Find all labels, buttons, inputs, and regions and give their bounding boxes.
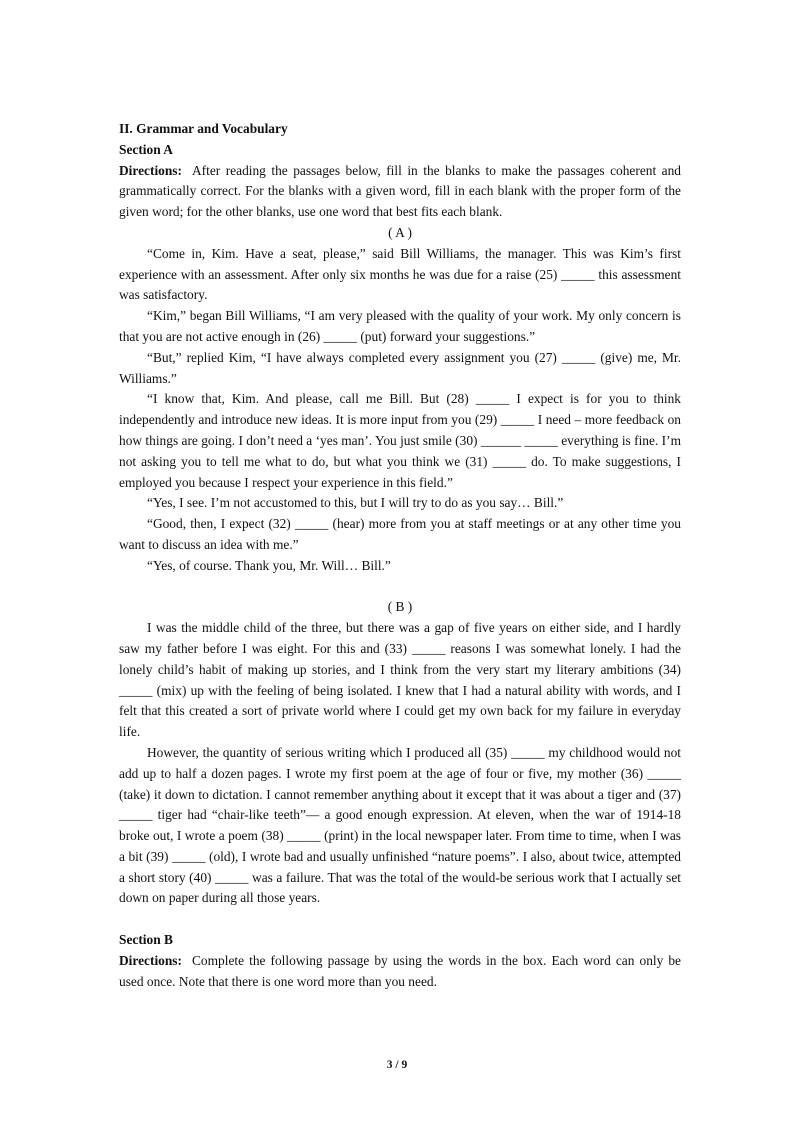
spacer — [119, 577, 681, 598]
directions-label: Directions: — [119, 162, 182, 178]
directions-label: Directions: — [119, 952, 182, 968]
document-page — [119, 119, 681, 992]
passage-b-label: ( B ) — [387, 599, 413, 615]
section-title: II. Grammar and Vocabulary — [119, 121, 288, 136]
section-a-label: Section A — [119, 141, 173, 157]
passage-a-paragraph: “Kim,” began Bill Williams, “I am very pleased with the quality of your work. My only concern is that you are not active enough in (26) _____ (put) forward your suggestions.” — [119, 308, 681, 344]
spacer — [119, 909, 681, 930]
passage-a-label: ( A ) — [388, 224, 412, 240]
passage-a-paragraph: “But,” replied Kim, “I have always completed every assignment you (27) _____ (give) me, Mr. Williams.” — [119, 349, 681, 386]
section-a-directions — [119, 161, 681, 223]
directions-text: After reading the passages below, fill in the blanks to make the passages coherent and grammatically correct. For the blanks with a given word, fill in each blank with the proper form of the given word; for the other blanks, use one word that best fits each blank. — [119, 162, 681, 220]
section-b-directions — [119, 951, 681, 993]
passage-b-paragraph: I was the middle child of the three, but there was a gap of five years on either side, and I hardly saw my father before I was eight. For this and (33) _____ reasons I was somewhat lonely. I had the lonely child’s habit of making up stories, and I think from the very start my literary ambitions (34) _____ (mix) up with the feeling of being isolated. I knew that I had a natural ability with words, and I felt that this created a sort of private world where I could get my own back for my failure in everyday life. — [119, 620, 681, 740]
passage-a-paragraph: “Yes, of course. Thank you, Mr. Will… Bill.” — [147, 557, 391, 573]
passage-a-paragraph: “Yes, I see. I’m not accustomed to this, but I will try to do as you say… Bill.” — [147, 495, 564, 511]
passage-a-paragraph: “Come in, Kim. Have a seat, please,” said Bill Williams, the manager. This was Kim’s first experience with an assessment. After only six months he was due for a raise (25) _____ this assessment was satisfactory. — [119, 245, 681, 303]
passage-b-paragraph: However, the quantity of serious writing which I produced all (35) _____ my childhood would not add up to half a dozen pages. I wrote my first poem at the age of four or five, my mother (36) _____ (take) it down to dictation. I cannot remember anything about it except that it was about a tiger and (37) _____ tiger had “chair-like teeth”— a good enough expression. At eleven, when the war of 1914-18 broke out, I wrote a poem (38) _____ (print) in the local newspaper later. From time to time, when I was a bit (39) _____ (old), I wrote bad and usually unfinished “nature poems”. I also, about twice, attempted a short story (40) _____ was a failure. That was the total of the would-be serious work that I actually set down on paper during all those years. — [119, 744, 681, 906]
page-number: 3 / 9 — [386, 1059, 408, 1071]
passage-a-paragraph: “I know that, Kim. And please, call me Bill. But (28) _____ I expect is for you to think independently and introduce new ideas. It is more input from you (29) _____ I need – more feedback on how things are going. I don’t need a ‘yes man’. You just smile (30) ______ _____ everything is fine. I’m not asking you to tell me what to do, but what you think we (31) _____ do. To make suggestions, I employed you because I respect your experience in this field.” — [119, 391, 681, 490]
passage-a-paragraph: “Good, then, I expect (32) _____ (hear) more from you at staff meetings or at any other time you want to discuss an idea with me.” — [119, 516, 681, 552]
section-b-label: Section B — [119, 932, 173, 948]
directions-text: Complete the following passage by using the words in the box. Each word can only be used once. Note that there is one word more than you need. — [119, 952, 681, 989]
